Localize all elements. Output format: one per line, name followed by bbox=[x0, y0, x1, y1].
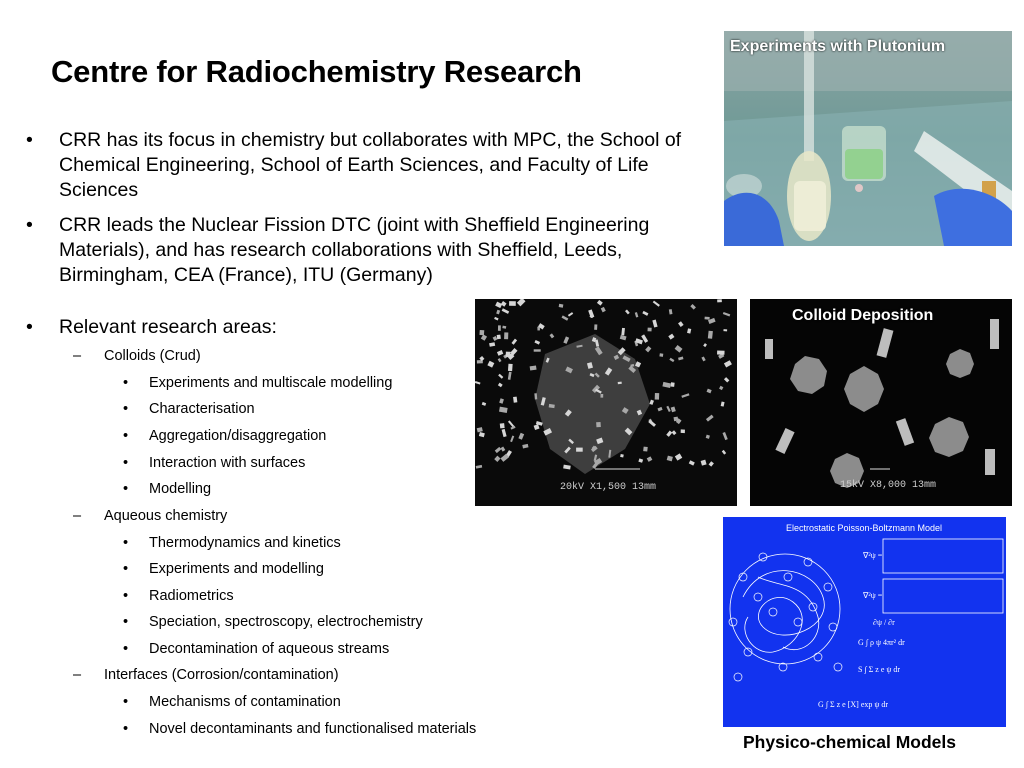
sem-colloid-deposition-illustration bbox=[750, 299, 1012, 506]
bullet-marker: • bbox=[123, 614, 129, 630]
sem-particle bbox=[509, 301, 516, 306]
bullet-marker: • bbox=[123, 401, 129, 417]
svg-text:G ∫ ρ ψ 4πr² dr: G ∫ ρ ψ 4πr² dr bbox=[858, 638, 905, 647]
sem-particle bbox=[500, 423, 505, 428]
model-caption: Physico-chemical Models bbox=[743, 732, 956, 752]
bullet-marker: • bbox=[123, 375, 129, 391]
list-item-text: Interaction with surfaces bbox=[149, 455, 306, 471]
sem-particle bbox=[559, 304, 564, 308]
sem-particle bbox=[479, 330, 484, 335]
sem-particle bbox=[659, 353, 663, 357]
bullet-text: Relevant research areas: bbox=[59, 316, 277, 338]
sem-particle bbox=[618, 382, 622, 385]
sem-colloid-aggregate-image bbox=[475, 299, 737, 506]
bullet-marker: • bbox=[123, 561, 129, 577]
list-item-text: Characterisation bbox=[149, 401, 255, 417]
poisson-boltzmann-figure bbox=[723, 517, 1006, 727]
plutonium-caption: Experiments with Plutonium bbox=[730, 38, 946, 55]
sem-particle bbox=[594, 324, 597, 330]
bullet-marker: • bbox=[123, 481, 129, 497]
bullet-marker: • bbox=[26, 214, 33, 236]
dash-marker: – bbox=[73, 667, 82, 683]
plutonium-lab-illustration bbox=[724, 31, 1012, 246]
slide-title: Centre for Radiochemistry Research bbox=[51, 54, 582, 89]
sem-particle bbox=[655, 393, 660, 400]
poisson-boltzmann-illustration bbox=[723, 517, 1006, 727]
sem-particle bbox=[671, 382, 675, 387]
sem-colloid-deposition-image bbox=[750, 299, 1012, 506]
sem-particle bbox=[643, 447, 648, 452]
research-area-label: Interfaces (Corrosion/contamination) bbox=[104, 667, 339, 683]
bullet-marker: • bbox=[123, 588, 129, 604]
colloid-caption: Colloid Deposition bbox=[792, 307, 934, 324]
sem-particle bbox=[596, 422, 601, 427]
svg-text:∇²ψ =: ∇²ψ = bbox=[863, 551, 883, 560]
svg-text:∂ψ / ∂r: ∂ψ / ∂r bbox=[873, 618, 895, 627]
svg-text:∇²ψ =: ∇²ψ = bbox=[863, 591, 883, 600]
svg-text:S ∫ Σ z e ψ dr: S ∫ Σ z e ψ dr bbox=[858, 665, 901, 674]
list-item-text: Novel decontaminants and functionalised materials bbox=[149, 721, 477, 737]
sem-particle bbox=[530, 365, 537, 370]
bullet-marker: • bbox=[123, 428, 129, 444]
list-item-text: Thermodynamics and kinetics bbox=[149, 535, 341, 551]
bullet-marker: • bbox=[123, 641, 129, 657]
research-area-label: Colloids (Crud) bbox=[104, 348, 201, 364]
sem-particle bbox=[717, 350, 725, 354]
bullet-marker: • bbox=[123, 721, 129, 737]
bullet-marker: • bbox=[123, 535, 129, 551]
sem-particle bbox=[674, 417, 679, 422]
sem-particle bbox=[600, 394, 603, 398]
list-item-text: Speciation, spectroscopy, electrochemistry bbox=[149, 614, 423, 630]
bullet-text: CRR has its focus in chemistry but collaborates with MPC, the School of Chemical Engineering, School of Earth Sciences, and Faculty of Life Sciences bbox=[59, 129, 682, 201]
svg-text:G ∫ Σ z e [X] exp ψ dr: G ∫ Σ z e [X] exp ψ dr bbox=[818, 700, 889, 709]
sem-particle bbox=[534, 349, 541, 351]
sem-particle bbox=[498, 325, 501, 330]
sem-particle bbox=[506, 352, 511, 357]
bullet-text: CRR leads the Nuclear Fission DTC (joint with Sheffield Engineering Materials), and has research collaborations with Sheffield, Leeds, Birmingham, CEA (France), ITU (Germany) bbox=[59, 214, 650, 286]
sem-particle bbox=[504, 332, 508, 339]
sem-particle bbox=[508, 364, 513, 371]
bullet-marker: • bbox=[123, 694, 129, 710]
model-title: Electrostatic Poisson-Boltzmann Model bbox=[785, 523, 943, 533]
list-item-text: Decontamination of aqueous streams bbox=[149, 641, 390, 657]
plutonium-lab-photo bbox=[724, 31, 1012, 246]
sem-right-scale-text: 15kV X8,000 13mm bbox=[840, 480, 937, 491]
bullet-marker: • bbox=[26, 129, 33, 151]
dash-marker: – bbox=[73, 508, 82, 524]
list-item-text: Experiments and modelling bbox=[149, 561, 324, 577]
list-item-text: Radiometrics bbox=[149, 588, 234, 604]
bullet-marker: • bbox=[123, 455, 129, 471]
sem-particle bbox=[708, 331, 713, 339]
list-item-text: Mechanisms of contamination bbox=[149, 694, 341, 710]
sem-particle bbox=[648, 328, 652, 332]
list-item-text: Modelling bbox=[149, 481, 212, 497]
sem-left-scale-text: 20kV X1,500 13mm bbox=[560, 482, 657, 493]
list-item-text: Aggregation/disaggregation bbox=[149, 428, 327, 444]
sem-particle bbox=[620, 454, 624, 457]
sem-particle bbox=[576, 448, 583, 452]
list-item-text: Experiments and multiscale modelling bbox=[149, 375, 393, 391]
bullet-marker: • bbox=[26, 316, 33, 338]
sem-particle bbox=[704, 317, 709, 320]
sem-particle bbox=[681, 429, 685, 433]
sem-particle bbox=[717, 299, 722, 302]
sem-particle bbox=[723, 329, 727, 331]
research-area-label: Aqueous chemistry bbox=[104, 508, 228, 524]
dash-marker: – bbox=[73, 348, 82, 364]
sem-particle bbox=[513, 397, 517, 403]
sem-particle bbox=[497, 335, 501, 340]
sem-colloid-aggregate-illustration bbox=[475, 299, 737, 506]
